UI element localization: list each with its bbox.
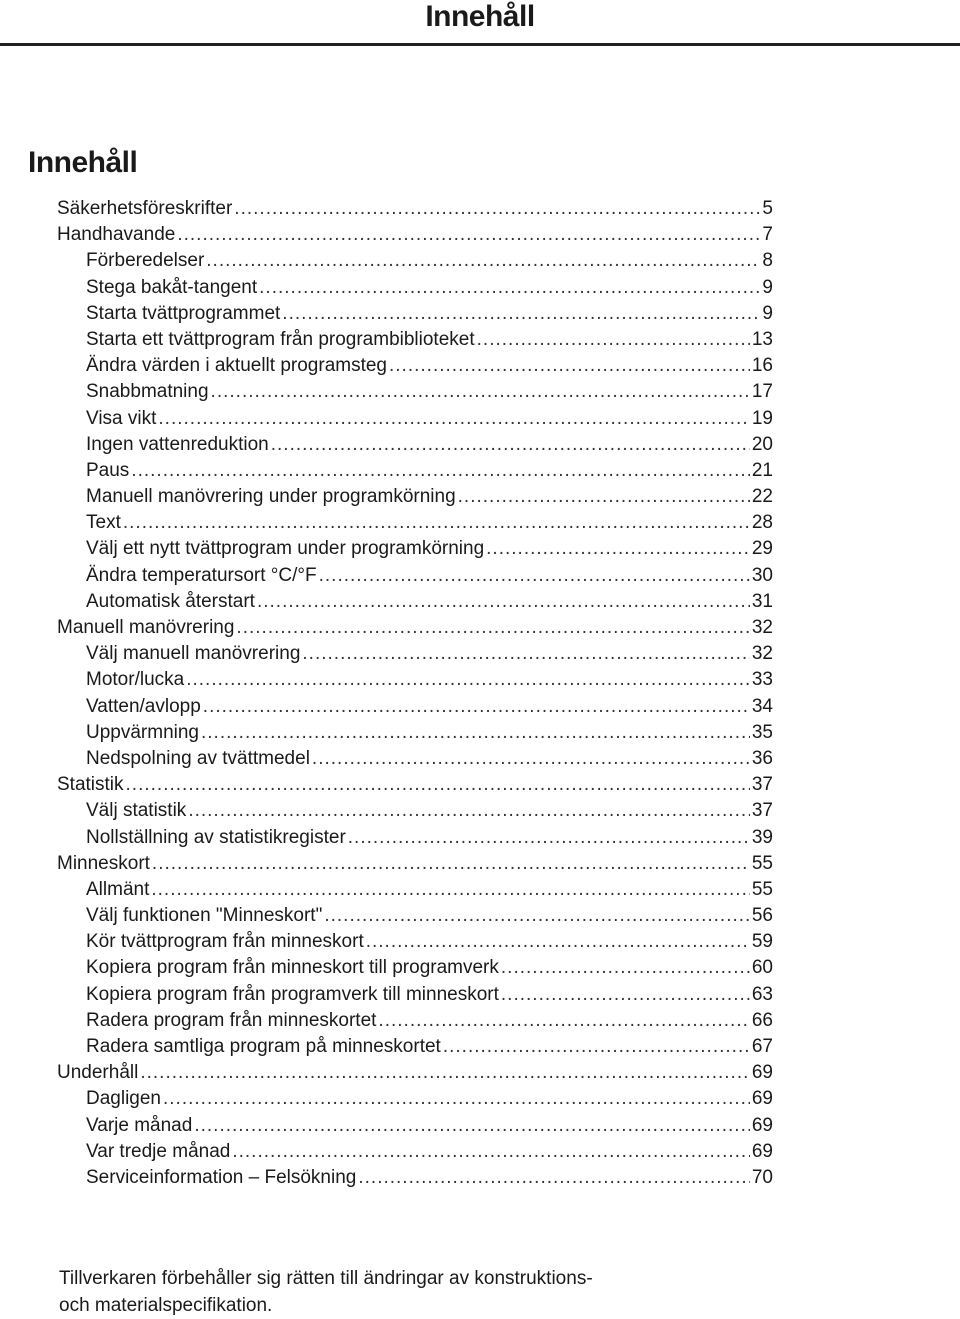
toc-entry-page-number: 63 [752, 982, 773, 1008]
toc-entry-label: Dagligen [86, 1086, 161, 1112]
toc-entry[interactable] [57, 589, 773, 615]
toc-dot-leader [126, 772, 750, 798]
header-divider [0, 43, 960, 46]
toc-entry[interactable] [57, 851, 773, 877]
toc-dot-leader [501, 982, 750, 1008]
toc-entry-page-number: 60 [752, 955, 773, 981]
toc-entry-label: Radera samtliga program på minneskortet [86, 1034, 441, 1060]
toc-dot-leader [201, 720, 750, 746]
toc-dot-leader [236, 615, 749, 641]
toc-entry[interactable] [57, 982, 773, 1008]
footer-note-line-1: Tillverkaren förbehåller sig rätten till ändringar av konstruktions- [59, 1266, 759, 1293]
toc-dot-leader [163, 1086, 750, 1112]
toc-entry-page-number: 55 [752, 877, 773, 903]
toc-entry-label: Allmänt [86, 877, 149, 903]
toc-entry[interactable] [57, 536, 773, 562]
toc-entry-label: Radera program från minneskortet [86, 1008, 376, 1034]
toc-entry-page-number: 8 [762, 248, 773, 274]
toc-entry-label: Statistik [57, 772, 124, 798]
toc-dot-leader [259, 275, 760, 301]
toc-entry-page-number: 66 [752, 1008, 773, 1034]
toc-entry-label: Ändra värden i aktuellt programsteg [86, 353, 387, 379]
toc-entry-label: Serviceinformation – Felsökning [86, 1165, 356, 1191]
toc-entry-page-number: 21 [752, 458, 773, 484]
toc-dot-leader [123, 510, 750, 536]
toc-entry-page-number: 59 [752, 929, 773, 955]
toc-entry-label: Underhåll [57, 1060, 138, 1086]
toc-entry[interactable] [57, 798, 773, 824]
toc-entry-label: Text [86, 510, 121, 536]
toc-entry-page-number: 22 [752, 484, 773, 510]
toc-entry[interactable] [57, 694, 773, 720]
toc-entry[interactable] [57, 720, 773, 746]
toc-entry[interactable] [57, 1034, 773, 1060]
toc-dot-leader [501, 955, 750, 981]
toc-dot-leader [312, 746, 750, 772]
toc-entry-label: Snabbmatning [86, 379, 209, 405]
toc-entry-label: Välj manuell manövrering [86, 641, 300, 667]
toc-entry-page-number: 33 [752, 667, 773, 693]
toc-entry-label: Manuell manövrering under programkörning [86, 484, 456, 510]
toc-dot-leader [348, 825, 750, 851]
toc-entry-label: Visa vikt [86, 406, 156, 432]
toc-entry-page-number: 69 [752, 1139, 773, 1165]
toc-entry-page-number: 55 [752, 851, 773, 877]
toc-entry[interactable] [57, 406, 773, 432]
toc-entry-label: Var tredje månad [86, 1139, 230, 1165]
toc-entry[interactable] [57, 825, 773, 851]
toc-entry-page-number: 34 [752, 694, 773, 720]
toc-entry-label: Nollställning av statistikregister [86, 825, 346, 851]
toc-dot-leader [186, 667, 750, 693]
toc-entry-label: Motor/lucka [86, 667, 184, 693]
toc-entry-page-number: 29 [752, 536, 773, 562]
toc-entry[interactable] [57, 379, 773, 405]
toc-dot-leader [206, 248, 760, 274]
toc-entry-label: Nedspolning av tvättmedel [86, 746, 310, 772]
toc-entry[interactable] [57, 196, 773, 222]
toc-dot-leader [271, 432, 750, 458]
toc-entry-page-number: 20 [752, 432, 773, 458]
toc-entry[interactable] [57, 248, 773, 274]
toc-entry-label: Säkerhetsföreskrifter [57, 196, 232, 222]
page-header-title: Innehåll [0, 0, 960, 34]
footer-note [59, 1266, 759, 1319]
toc-entry-page-number: 56 [752, 903, 773, 929]
toc-entry-page-number: 16 [752, 353, 773, 379]
toc-entry-label: Starta tvättprogrammet [86, 301, 280, 327]
toc-entry[interactable] [57, 877, 773, 903]
toc-entry[interactable] [57, 222, 773, 248]
toc-entry-page-number: 39 [752, 825, 773, 851]
toc-dot-leader [234, 196, 760, 222]
toc-entry[interactable] [57, 1060, 773, 1086]
toc-entry[interactable] [57, 510, 773, 536]
toc-entry-page-number: 13 [752, 327, 773, 353]
toc-entry[interactable] [57, 746, 773, 772]
toc-entry[interactable] [57, 955, 773, 981]
toc-dot-leader [458, 484, 750, 510]
toc-entry[interactable] [57, 1086, 773, 1112]
toc-entry[interactable] [57, 929, 773, 955]
toc-entry-label: Starta ett tvättprogram från programbiblioteket [86, 327, 475, 353]
toc-dot-leader [152, 851, 750, 877]
toc-entry-page-number: 19 [752, 406, 773, 432]
toc-entry-page-number: 70 [752, 1165, 773, 1191]
toc-entry-page-number: 30 [752, 563, 773, 589]
toc-dot-leader [282, 301, 760, 327]
toc-entry-label: Minneskort [57, 851, 150, 877]
toc-dot-leader [232, 1139, 750, 1165]
table-of-contents [57, 196, 773, 1191]
toc-entry[interactable] [57, 1113, 773, 1139]
toc-entry[interactable] [57, 275, 773, 301]
toc-entry-label: Välj statistik [86, 798, 186, 824]
toc-entry-label: Manuell manövrering [57, 615, 234, 641]
toc-entry-label: Kör tvättprogram från minneskort [86, 929, 364, 955]
toc-entry[interactable] [57, 301, 773, 327]
toc-dot-leader [443, 1034, 750, 1060]
toc-entry-label: Förberedelser [86, 248, 204, 274]
toc-entry[interactable] [57, 1139, 773, 1165]
footer-note-line-2: och materialspecifikation. [59, 1293, 759, 1319]
toc-dot-leader [358, 1165, 750, 1191]
toc-dot-leader [319, 563, 750, 589]
toc-dot-leader [257, 589, 750, 615]
toc-entry[interactable] [57, 484, 773, 510]
toc-entry[interactable] [57, 1165, 773, 1191]
toc-entry-page-number: 32 [752, 641, 773, 667]
toc-dot-leader [158, 406, 749, 432]
toc-dot-leader [324, 903, 750, 929]
toc-entry-page-number: 7 [762, 222, 773, 248]
toc-entry-label: Välj ett nytt tvättprogram under programkörning [86, 536, 484, 562]
toc-entry[interactable] [57, 353, 773, 379]
toc-dot-leader [477, 327, 750, 353]
toc-dot-leader [302, 641, 749, 667]
toc-entry[interactable] [57, 903, 773, 929]
toc-entry-page-number: 37 [752, 772, 773, 798]
toc-entry-page-number: 9 [762, 301, 773, 327]
toc-entry-label: Paus [86, 458, 129, 484]
toc-dot-leader [486, 536, 750, 562]
toc-entry-page-number: 9 [762, 275, 773, 301]
toc-entry-page-number: 28 [752, 510, 773, 536]
toc-dot-leader [366, 929, 750, 955]
toc-entry-label: Kopiera program från minneskort till programverk [86, 955, 499, 981]
toc-entry-page-number: 69 [752, 1086, 773, 1112]
toc-dot-leader [177, 222, 760, 248]
toc-dot-leader [151, 877, 750, 903]
toc-entry-label: Varje månad [86, 1113, 192, 1139]
toc-entry-label: Stega bakåt-tangent [86, 275, 257, 301]
toc-entry[interactable] [57, 432, 773, 458]
toc-entry-page-number: 32 [752, 615, 773, 641]
toc-entry-label: Välj funktionen "Minneskort" [86, 903, 322, 929]
toc-entry[interactable] [57, 772, 773, 798]
toc-entry[interactable] [57, 615, 773, 641]
toc-dot-leader [378, 1008, 749, 1034]
toc-dot-leader [203, 694, 750, 720]
toc-dot-leader [211, 379, 750, 405]
toc-entry[interactable] [57, 327, 773, 353]
toc-entry[interactable] [57, 1008, 773, 1034]
toc-dot-leader [188, 798, 750, 824]
toc-entry[interactable] [57, 458, 773, 484]
toc-entry-label: Handhavande [57, 222, 175, 248]
toc-entry-page-number: 5 [762, 196, 773, 222]
toc-entry-label: Ändra temperatursort °C/°F [86, 563, 317, 589]
toc-entry-page-number: 31 [752, 589, 773, 615]
toc-entry-page-number: 69 [752, 1060, 773, 1086]
toc-entry[interactable] [57, 563, 773, 589]
toc-entry-label: Kopiera program från programverk till minneskort [86, 982, 499, 1008]
toc-entry-page-number: 17 [752, 379, 773, 405]
toc-entry[interactable] [57, 667, 773, 693]
toc-dot-leader [140, 1060, 750, 1086]
section-title: Innehåll [28, 145, 137, 181]
toc-entry-page-number: 69 [752, 1113, 773, 1139]
toc-entry[interactable] [57, 641, 773, 667]
toc-entry-page-number: 37 [752, 798, 773, 824]
toc-entry-page-number: 35 [752, 720, 773, 746]
toc-dot-leader [194, 1113, 750, 1139]
toc-dot-leader [389, 353, 750, 379]
toc-entry-label: Uppvärmning [86, 720, 199, 746]
toc-entry-page-number: 67 [752, 1034, 773, 1060]
toc-entry-label: Vatten/avlopp [86, 694, 201, 720]
toc-entry-label: Automatisk återstart [86, 589, 255, 615]
toc-entry-page-number: 36 [752, 746, 773, 772]
toc-dot-leader [131, 458, 750, 484]
toc-entry-label: Ingen vattenreduktion [86, 432, 269, 458]
